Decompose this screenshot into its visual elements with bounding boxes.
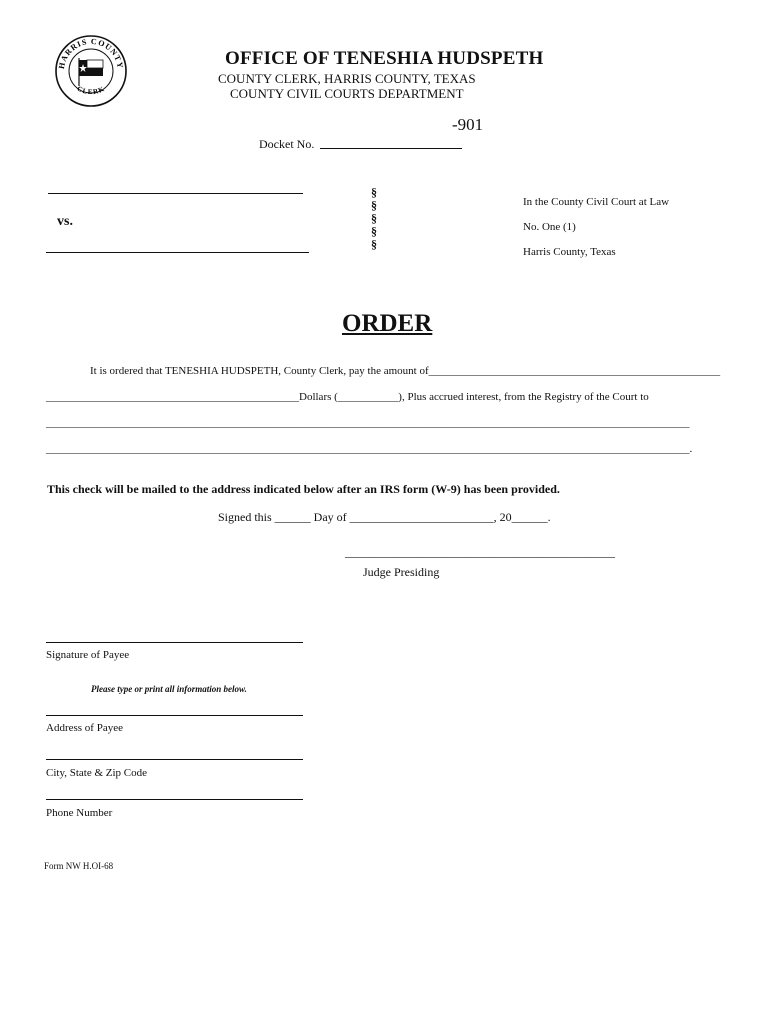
payee-address-field[interactable] [46,715,303,716]
section-mark: § [371,211,377,225]
order-line-dollars: ______________________________________________Dollars (___________), Plus accrued interest, from the Registry of the Court to [46,391,649,403]
court-number: No. One (1) [523,221,576,233]
docket-number-field[interactable] [320,148,462,149]
phone-number-label: Phone Number [46,807,113,819]
seal-text-bottom: CLERK [75,84,107,97]
seal-text-top: HARRIS COUNTY [56,36,126,70]
section-mark: § [371,185,377,199]
docket-number-suffix: -901 [452,115,484,134]
harris-county-clerk-seal [54,34,128,108]
plaintiff-field[interactable] [48,193,303,194]
payee-signature-label: Signature of Payee [46,649,130,661]
form-identifier: Form NW H.OI-68 [44,861,114,871]
city-state-zip-field[interactable] [46,759,303,760]
defendant-field[interactable] [46,252,309,253]
section-mark: § [371,224,377,238]
court-county: Harris County, Texas [523,246,616,258]
clerk-subtitle: COUNTY CLERK, HARRIS COUNTY, TEXAS [218,71,476,86]
order-line-payee-blank-end: _____________________________________________________________________________________________________________________. [46,443,693,455]
judge-signature-line: _____________________________________________ [345,545,615,559]
w9-notice: This check will be mailed to the address indicated below after an IRS form (W-9) has been provided. [47,482,560,496]
order-title: ORDER [342,310,433,337]
section-marks [371,186,377,251]
versus-label: vs. [57,214,73,229]
payee-address-label: Address of Payee [46,722,123,734]
order-line-payee-blank: _____________________________________________________________________________________________________________________ [46,417,690,429]
office-title: OFFICE OF TENESHIA HUDSPETH [225,48,544,69]
court-name: In the County Civil Court at Law [523,196,670,208]
section-mark: § [371,237,377,251]
city-state-zip-label: City, State & Zip Code [46,767,148,779]
print-instructions: Please type or print all information below. [91,684,247,694]
docket-label: Docket No. [259,137,315,151]
payee-signature-field[interactable] [46,642,303,643]
section-mark: § [371,198,377,212]
signed-date-line: Signed this ______ Day of ________________________, 20______. [218,510,551,524]
phone-number-field[interactable] [46,799,303,800]
order-line-amount: It is ordered that TENESHIA HUDSPETH, County Clerk, pay the amount of_____________________________________________________ [90,365,721,377]
judge-label: Judge Presiding [363,565,440,579]
department-subtitle: COUNTY CIVIL COURTS DEPARTMENT [230,86,464,101]
svg-text:CLERK [76,85,107,96]
